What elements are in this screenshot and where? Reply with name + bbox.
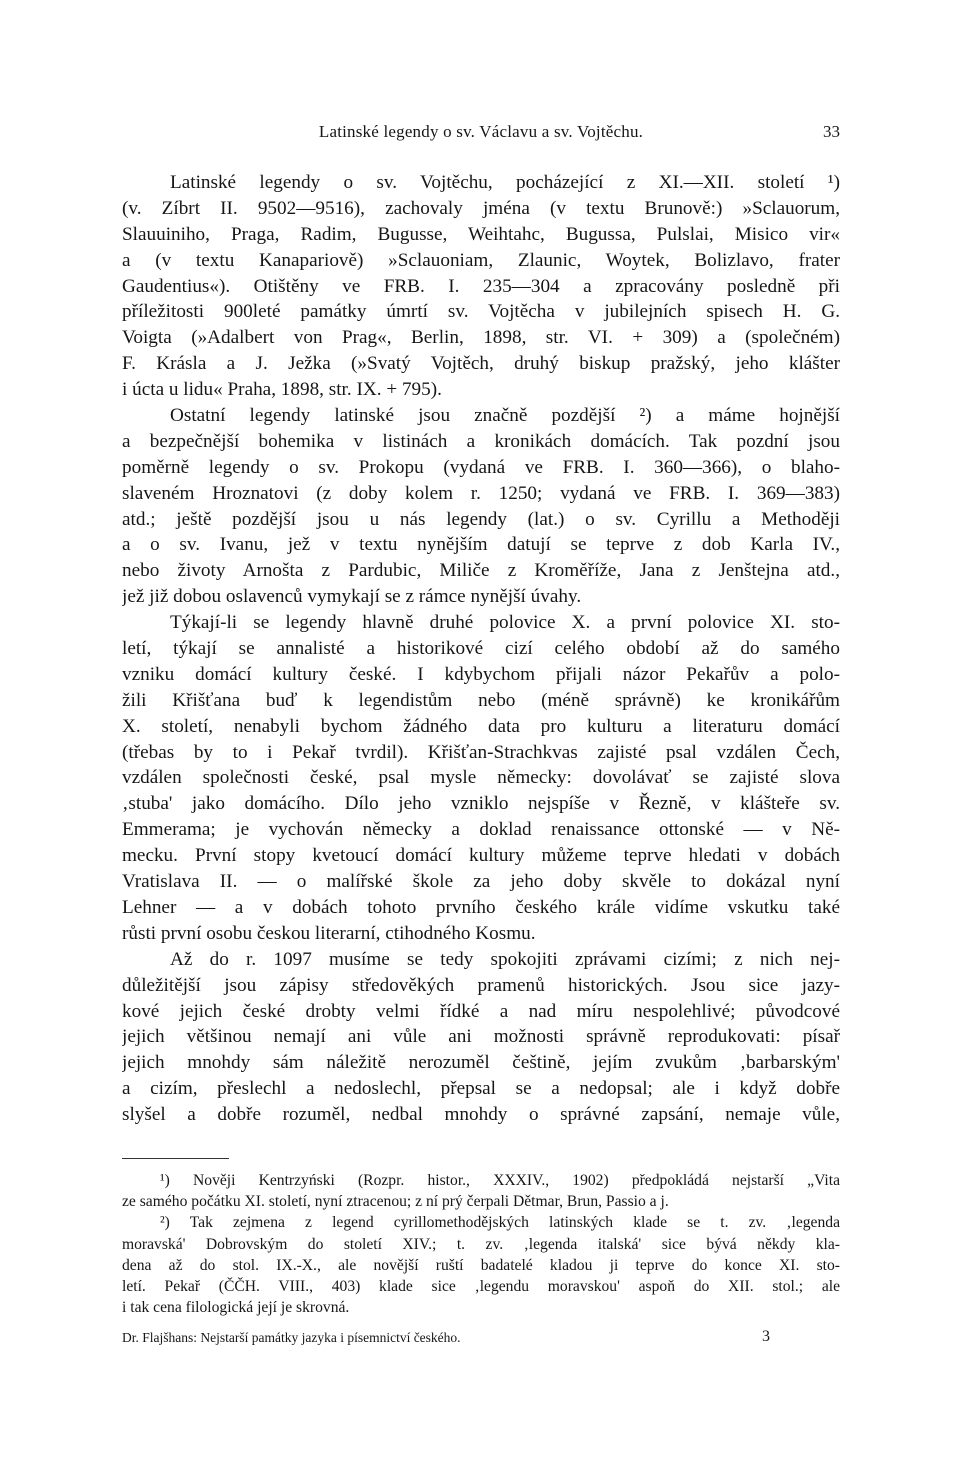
footnote-rule: [122, 1158, 229, 1159]
body-line: mecku. První stopy kvetoucí domácí kultury můžeme teprve hledati v dobách: [122, 845, 840, 867]
body-line: Vratislava II. — o malířské škole za jeho doby skvěle to dokázal nyní: [122, 871, 840, 893]
body-text: [122, 170, 840, 1128]
body-line: nebo životy Arnošta z Pardubic, Miliče z Kroměříže, Jana z Jenštejna atd.,: [122, 560, 840, 582]
body-line: důležitější jsou zápisy středověkých pramenů historických. Jsou sice jazy-: [122, 974, 840, 996]
signature-text: Dr. Flajšhans: Nejstarší památky jazyka i písemnictví českého.: [122, 1330, 461, 1345]
body-line: vzdálen společnosti české, psal mysle německy: dovolávať se zajisté slova: [122, 767, 840, 789]
body-line: příležitosti 900leté památky úmrtí sv. Vojtěcha v jubilejních spisech H. G.: [122, 301, 840, 323]
body-line: F. Krásla a J. Ježka (»Svatý Vojtěch, druhý biskup pražský, jeho klášter: [122, 353, 840, 375]
footnote-line: ²) Tak zejmena z legend cyrillomethodějských latinských klade se t. zv. ‚legenda: [160, 1214, 840, 1232]
body-line: poměrně legendy o sv. Prokopu (vydaná ve FRB. I. 360—366), o blaho-: [122, 456, 840, 478]
body-line: slyšel a dobře rozuměl, nedbal mnohdy o správné zapsání, nemaje vůle,: [122, 1104, 840, 1126]
footnote-line: dena až do stol. IX.-X., ale novější ruští badatelé kladou ji teprve do konce XI. sto-: [122, 1256, 840, 1274]
body-line: a o sv. Ivanu, jež v textu nynějším datují se teprve z dob Karla IV.,: [122, 534, 840, 556]
running-head: [122, 122, 840, 146]
body-line: letí, týkají se annalisté a historikové cizí celého období až do samého: [122, 638, 840, 660]
body-line: Ostatní legendy latinské jsou značně pozdější ²) a máme hojnější: [170, 405, 840, 427]
sheet-number: 3: [762, 1328, 770, 1345]
body-line: vzniku domácí kultury české. I kdybychom přijali názor Pekařův a polo-: [122, 663, 840, 685]
body-line: růsti první osobu českou literarní, ctihodného Kosmu.: [122, 922, 536, 944]
printer-signature: [122, 1330, 840, 1352]
body-line: Emmerama; je vychován německy a doklad renaissance ottonské — v Ně-: [122, 819, 840, 841]
body-line: Až do r. 1097 musíme se tedy spokojiti zprávami cizími; z nich nej-: [170, 948, 840, 970]
body-line: kové jejich české drobty velmi řídké a nad míru nespolehlivé; původcové: [122, 1000, 840, 1022]
body-line: i úcta u lidu« Praha, 1898, str. IX. + 795).: [122, 379, 442, 401]
body-line: Lehner — a v dobách tohoto prvního českého krále vidíme vskutku také: [122, 896, 840, 918]
body-line: jež již dobou oslavenců vymykají se z rámce nynější úvahy.: [122, 586, 582, 608]
body-line: Slauuiniho, Praga, Radim, Bugusse, Weihtahc, Bugussa, Pulslai, Misico vir«: [122, 223, 840, 245]
body-line: atd.; ještě pozdější jsou u nás legendy (lat.) o sv. Cyrillu a Methoději: [122, 508, 840, 530]
footnote-line: ze samého počátku XI. století, nyní ztracenou; z ní prý čerpali Dětmar, Brun, Passio a j.: [122, 1193, 669, 1211]
footnotes: [122, 1170, 840, 1318]
body-line: slaveném Hroznatovi (z doby kolem r. 1250; vydaná ve FRB. I. 369—383): [122, 482, 840, 504]
page: [122, 0, 840, 1477]
page-number: 33: [823, 122, 840, 141]
body-line: Voigta (»Adalbert von Prag«, Berlin, 1898, str. VI. + 309) a (společném): [122, 327, 840, 349]
body-line: Gaudentius«). Otištěny ve FRB. I. 235—304 a zpracovány posledně při: [122, 275, 840, 297]
body-line: a cizím, přeslechl a nedoslechl, přepsal se a nedopsal; ale i když dobře: [122, 1078, 840, 1100]
footnote-line: ¹) Nověji Kentrzyński (Rozpr. histor., XXXIV., 1902) předpokládá nejstarší „Vita: [160, 1172, 840, 1189]
body-line: jejich většinou nemají ani vůle ani možnosti správně reprodukovati: písař: [122, 1026, 840, 1048]
body-line: Latinské legendy o sv. Vojtěchu, pocházející z XI.—XII. století ¹): [170, 172, 840, 193]
body-line: X. století, nenabyli bychom žádného data pro kulturu a literaturu domácí: [122, 715, 840, 737]
running-title: Latinské legendy o sv. Václavu a sv. Vojtěchu.: [318, 122, 644, 141]
body-line: (třebas by to i Pekař tvrdil). Křišťan-Strachkvas zajisté psal vzdálen Čech,: [122, 741, 840, 763]
body-line: (v. Zíbrt II. 9502—9516), zachovaly jména (v textu Brunově:) »Sclauorum,: [122, 197, 840, 219]
body-line: Týkají-li se legendy hlavně druhé polovice X. a první polovice XI. sto-: [170, 612, 840, 634]
footnote-line: letí. Pekař (ČČH. VIII., 403) klade sice ‚legendu moravskou' aspoň do XII. stol.; ale: [122, 1277, 840, 1295]
body-line: jejich mnohdy sám náležitě nerozuměl češtině, jejím zvukům ‚barbarským': [122, 1052, 840, 1074]
body-line: a bezpečnější bohemika v listinách a kronikách domácích. Tak pozdní jsou: [122, 430, 840, 452]
body-line: žili Křišťana buď k legendistům nebo (méně správně) ke kronikářům: [122, 689, 840, 711]
body-line: a (v textu Kanapariově) »Sclauoniam, Zlaunic, Woytek, Bolizlavo, frater: [122, 249, 840, 271]
body-line: ‚stuba' jako domácího. Dílo jeho vzniklo nejspíše v Řezně, v klášteře sv.: [122, 793, 840, 815]
footnote-line: i tak cena filologická její je skrovná.: [122, 1299, 350, 1317]
footnote-line: moravská' Dobrovským do století XIV.; t. zv. ‚legenda italská' sice bývá někdy kla-: [122, 1235, 840, 1253]
